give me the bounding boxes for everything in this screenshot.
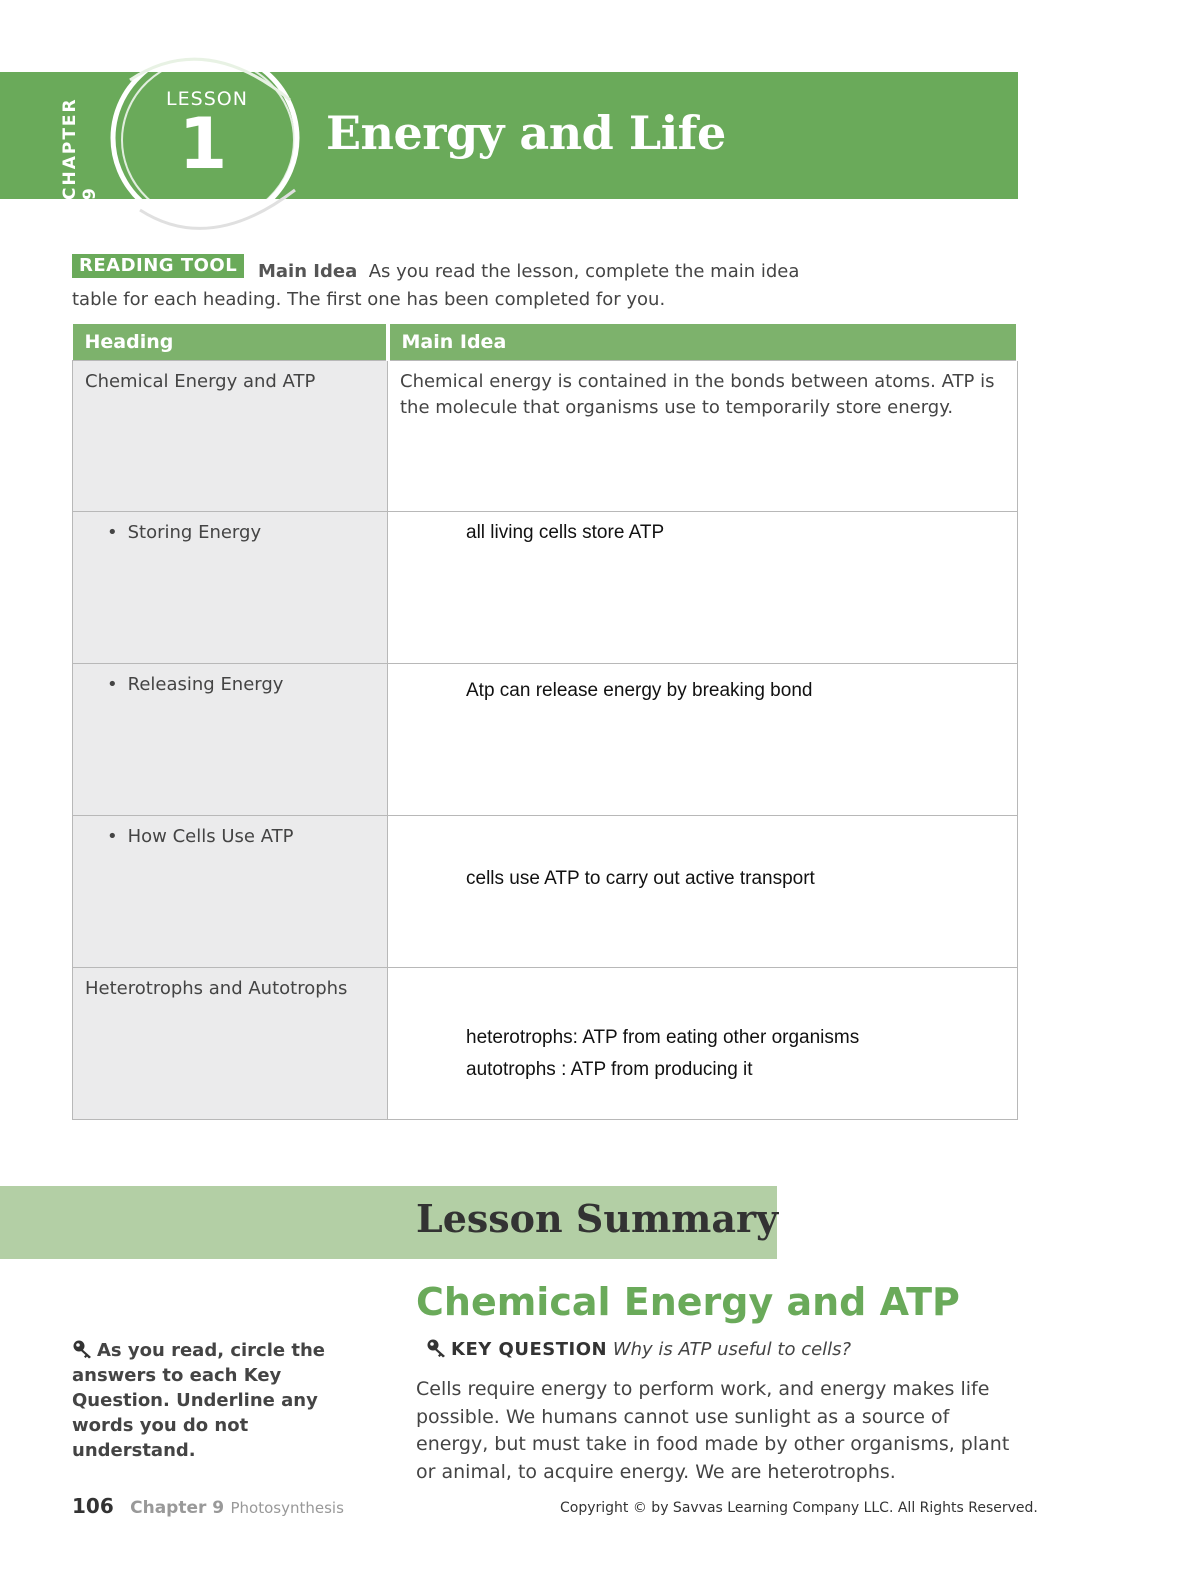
heading-label: • Releasing Energy bbox=[85, 672, 375, 698]
key-icon bbox=[426, 1338, 448, 1358]
table-row bbox=[73, 968, 1018, 1120]
main-idea-cell[interactable] bbox=[388, 968, 1018, 1120]
lesson-label: LESSON bbox=[166, 88, 248, 110]
section-title: Chemical Energy and ATP bbox=[416, 1280, 960, 1324]
key-question-label: KEY QUESTION bbox=[451, 1339, 608, 1360]
answer-text: autotrophs : ATP from producing it bbox=[466, 1059, 753, 1080]
lesson-number: 1 bbox=[178, 103, 228, 185]
answer-text: all living cells store ATP bbox=[466, 522, 665, 543]
reading-tool-badge: READING TOOL bbox=[72, 254, 244, 278]
footer-chapter: Chapter 9 bbox=[130, 1498, 225, 1518]
main-idea-table bbox=[72, 324, 1020, 1120]
summary-title: Lesson Summary bbox=[416, 1196, 779, 1241]
main-idea-cell[interactable] bbox=[388, 512, 1018, 664]
heading-cell: Chemical Energy and ATP bbox=[73, 361, 388, 512]
side-note-text: As you read, circle the answers to each Key Question. Underline any words you do not understand. bbox=[72, 1340, 325, 1461]
heading-label: • Storing Energy bbox=[85, 520, 375, 546]
main-idea-cell[interactable] bbox=[388, 816, 1018, 968]
footer-chapter-title: Photosynthesis bbox=[230, 1499, 344, 1517]
page-title: Energy and Life bbox=[326, 106, 726, 160]
summary-body: Cells require energy to perform work, and energy makes life possible. We humans cannot use sunlight as a source of energy, but must take in food made by other organisms, plant or animal, to acquire energy. We are heterotrophs. bbox=[416, 1378, 1010, 1483]
instruction-text: As you read the lesson, complete the main idea table for each heading. The first one has been completed for you. bbox=[72, 261, 800, 310]
side-note bbox=[72, 1338, 372, 1463]
main-idea-cell[interactable] bbox=[388, 664, 1018, 816]
heading-cell bbox=[73, 512, 388, 664]
key-question bbox=[426, 1338, 851, 1360]
answer-text: heterotrophs: ATP from eating other organisms bbox=[466, 1027, 860, 1048]
copyright: Copyright © by Savvas Learning Company LLC. All Rights Reserved. bbox=[560, 1500, 1038, 1516]
footer bbox=[72, 1494, 344, 1518]
heading-cell bbox=[73, 664, 388, 816]
page-number: 106 bbox=[72, 1494, 114, 1518]
column-header-heading: Heading bbox=[73, 324, 388, 361]
key-icon bbox=[72, 1339, 94, 1359]
heading-cell: Heterotrophs and Autotrophs bbox=[73, 968, 388, 1120]
table-row bbox=[73, 816, 1018, 968]
main-idea-cell: Chemical energy is contained in the bonds between atoms. ATP is the molecule that organisms use to temporarily store energy. bbox=[388, 361, 1018, 512]
chapter-label: CHAPTER 9 bbox=[60, 97, 100, 200]
column-header-main-idea: Main Idea bbox=[388, 324, 1018, 361]
table-row bbox=[73, 512, 1018, 664]
key-question-text: Why is ATP useful to cells? bbox=[612, 1339, 852, 1360]
heading-cell bbox=[73, 816, 388, 968]
heading-label: • How Cells Use ATP bbox=[85, 824, 375, 850]
table-row bbox=[73, 664, 1018, 816]
answer-text: cells use ATP to carry out active transport bbox=[466, 868, 815, 889]
answer-text: Atp can release energy by breaking bond bbox=[466, 680, 813, 701]
main-idea-label: Main Idea bbox=[258, 261, 358, 282]
table-row bbox=[73, 361, 1018, 512]
